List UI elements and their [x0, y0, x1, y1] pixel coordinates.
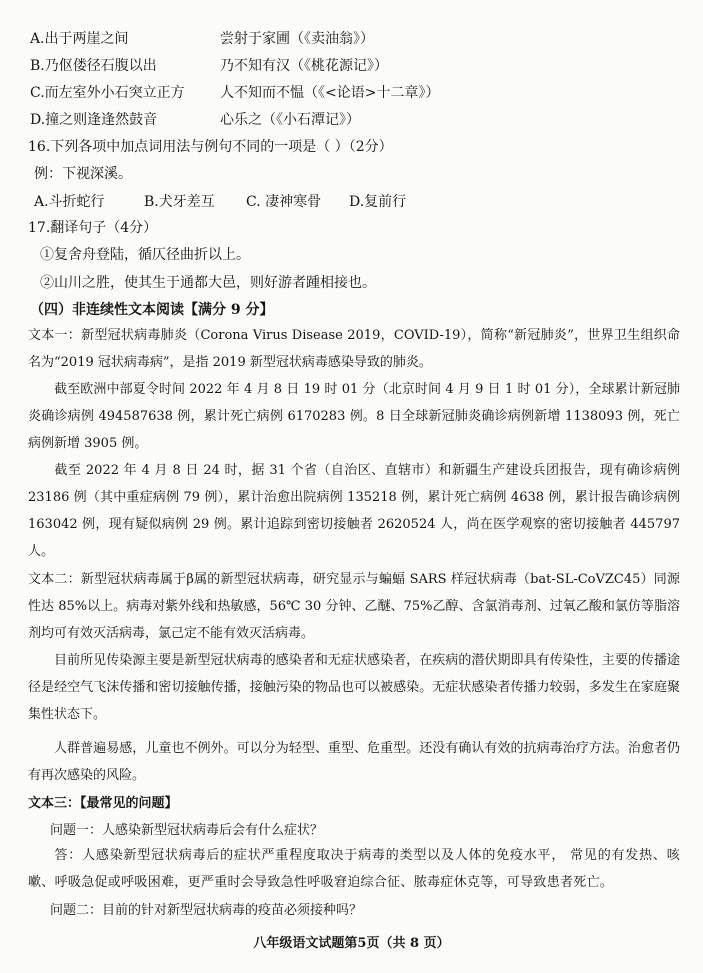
text3-question-1: 问题一：人感染新型冠状病毒后会有什么症状？ [50, 823, 324, 838]
text1-paragraph-1 [28, 322, 680, 376]
text3-question-2: 问题二：目前的针对新型冠状病毒的疫苗必须接种吗？ [50, 903, 363, 918]
text1-p3: 截至 2022 年 4 月 8 日 24 时，据 31 个省（自治区、直辖市）和新疆生产建设兵团报告，现有确诊病例 23186 例（其中重症病例 79 例），累计治愈出院病例 135218 例，累计死亡病例 4638 例，累计报告确诊病例 163042 例，现有疑似病例 29 例。累计追踪到密切接触者 2620524 人，尚在医学观察的密切接触者 445797 人。 [28, 463, 680, 559]
q15-option-b-left: B.乃伛偻径石腹以出 [30, 58, 157, 74]
q16-option-a: A.斗折蛇行 [34, 194, 105, 210]
q16-option-d: D.复前行 [349, 194, 407, 210]
q16-stem: 16.下列各项中加点词用法与例句不同的一项是（ ）（2分） [28, 139, 393, 155]
text1-paragraph-2 [28, 376, 680, 457]
q16-option-c: C. 凄神寒骨 [246, 194, 322, 210]
text2-p3: 人群普遍易感，儿童也不例外。可以分为轻型、重型、危重型。还没有确认有效的抗病毒治疗方法。治愈者仍有再次感染的风险。 [28, 741, 680, 783]
text1-p1: 文本一：新型冠状病毒肺炎（Corona Virus Disease 2019，COVID-19），简称“新冠肺炎”，世界卫生组织命名为“2019 冠状病毒病”，是指 2019 新型冠状病毒感染导致的肺炎。 [28, 328, 680, 370]
q15-option-c-right: 人不知而不愠（《<论语>十二章》） [220, 85, 440, 101]
text2-p1: 文本二：新型冠状病毒属于β属的新型冠状病毒，研究显示与蝙蝠 SARS 样冠状病毒（bat-SL-CoVZC45）同源性达 85%以上。病毒对紫外线和热敏感，56℃ 30 分钟、乙醚、75%乙醇、含氯消毒剂、过氧乙酸和氯仿等脂溶剂均可有效灭活病毒，氯己定不能有效灭活病毒。 [28, 572, 680, 641]
text2-paragraph-2 [28, 647, 680, 728]
q17-item-1: ①复舍舟登陆，循仄径曲折以上。 [40, 247, 250, 263]
text2-paragraph-1 [28, 566, 680, 647]
q17-stem: 17.翻译句子（4分） [28, 220, 158, 236]
text3-answer-1: 答：人感染新型冠状病毒后的症状严重程度取决于病毒的类型以及人体的免疫水平， 常见的有发热、咳嗽、呼吸急促或呼吸困难，更严重时会导致急性呼吸窘迫综合征、脓毒症休克等，可导致患者死亡。 [28, 848, 680, 890]
q15-option-d-right: 心乐之（《小石潭记》） [220, 112, 360, 128]
q16-example: 例：下视深溪。 [34, 166, 132, 182]
section-title: （四）非连续性文本阅读【满分 9 分】 [30, 302, 274, 318]
q16-option-b: B.犬牙差互 [144, 194, 215, 210]
q15-option-d-left: D.撞之则逢逢然鼓音 [30, 112, 158, 128]
q15-option-c-left: C.而左室外小石突立正方 [30, 85, 185, 101]
text2-paragraph-3 [28, 735, 680, 789]
page-footer: 八年级语文试题第5页（共 8 页） [253, 936, 450, 951]
text1-p2: 截至欧洲中部夏令时间 2022 年 4 月 8 日 19 时 01 分（北京时间 4 月 9 日 1 时 01 分），全球累计新冠肺炎确诊病例 494587638 例，累计死亡病例 6170283 例。8 日全球新冠肺炎确诊病例新增 1138093 例，死亡病例新增 3905 例。 [28, 382, 680, 451]
text3-answer-1-block [28, 842, 680, 896]
q15-option-b-right: 乃不知有汉（《桃花源记》） [220, 58, 388, 74]
text2-p2: 目前所见传染源主要是新型冠状病毒的感染者和无症状感染者，在疾病的潜伏期即具有传染性，主要的传播途径是经空气飞沫传播和密切接触传播，接触污染的物品也可以被感染。无症状感染者传播力较弱，多发生在家庭聚集性状态下。 [28, 653, 680, 722]
text1-paragraph-3 [28, 457, 680, 565]
q17-item-2: ②山川之胜，使其生于通都大邑，则好游者踵相接也。 [40, 275, 376, 291]
text3-title: 文本三：【最常见的问题】 [28, 796, 178, 811]
q15-option-a-left: A.出于两崖之间 [30, 31, 129, 47]
q15-option-a-right: 尝射于家圃（《卖油翁》） [220, 31, 374, 47]
